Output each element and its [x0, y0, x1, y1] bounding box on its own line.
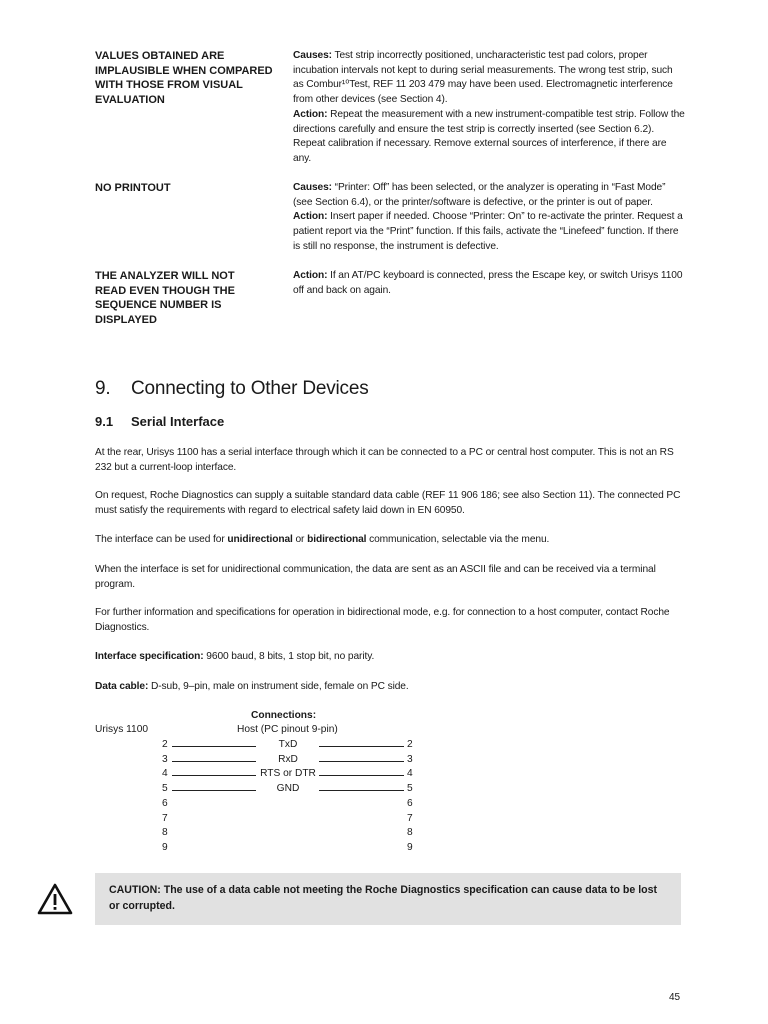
- connections-title: Connections:: [251, 710, 317, 721]
- pin-left-8: 8: [162, 827, 168, 839]
- causes-text: Test strip incorrectly positioned, uncharacteristic test pad colors, proper incubation intervals not kept to during serial measurements. The wrong test strip, such as Combur¹⁰Test, REF 11 203 479 may have been used. Electromagnetic interference from other devices (see Section 4).: [293, 50, 673, 106]
- problem-label: VALUES OBTAINED ARE IMPLAUSIBLE WHEN COMPARED WITH THOSE FROM VISUAL EVALUATION: [95, 50, 273, 107]
- bidirectional-term: bidirectional: [307, 534, 367, 545]
- causes-label: Causes:: [293, 50, 332, 61]
- subsection-number: 9.1: [95, 414, 114, 429]
- connections-right-header: Host (PC pinout 9-pin): [237, 724, 338, 735]
- unidirectional-term: unidirectional: [227, 534, 293, 545]
- paragraph-data-cable: [95, 680, 685, 695]
- problem-description: [293, 269, 685, 298]
- paragraph-bidirectional: For further information and specifications for operation in bidirectional mode, e.g. for connection to a host computer, contact Roche Diagnostics.: [95, 607, 670, 633]
- paragraph-unidirectional: When the interface is set for unidirectional communication, the data are sent as an ASCII file and can be received via a terminal program.: [95, 564, 656, 590]
- pin-right-3: 3: [407, 753, 413, 765]
- cable-label: Data cable:: [95, 681, 149, 692]
- action-text: Insert paper if needed. Choose “Printer: On” to re-activate the printer. Request a patient report via the “Print” function. If this fails, activate the “Linefeed” function. If there is still no response, the instrument is defective.: [293, 211, 683, 252]
- connections-left-header: Urisys 1100: [95, 724, 149, 735]
- signal-label: GND: [276, 783, 300, 795]
- wire-left: [172, 761, 256, 762]
- causes-label: Causes:: [293, 182, 332, 193]
- paragraph-data-cable-request: On request, Roche Diagnostics can supply a suitable standard data cable (REF 11 906 186; see also Section 11). The connected PC must satisfy the requirements with regard to electrical safety laid down in EN 60950.: [95, 490, 681, 516]
- wire-right: [319, 790, 404, 791]
- spec-label: Interface specification:: [95, 651, 204, 662]
- wire-left: [172, 790, 256, 791]
- pin-right-6: 6: [407, 797, 413, 809]
- pin-left-9: 9: [162, 841, 168, 853]
- section-title: Connecting to Other Devices: [131, 378, 369, 399]
- problem-label: NO PRINTOUT: [95, 182, 171, 194]
- page-number: 45: [669, 992, 681, 1003]
- signal-label: TxD: [278, 739, 298, 750]
- problem-description: [293, 49, 685, 167]
- subsection-heading: [95, 414, 224, 429]
- pin-right-8: 8: [407, 827, 413, 839]
- wire-right: [319, 775, 404, 776]
- action-label: Action:: [293, 108, 328, 120]
- caution-box: [95, 873, 681, 925]
- paragraph-communication-modes: [95, 533, 685, 548]
- pin-left-6: 6: [162, 797, 168, 809]
- problem-label: THE ANALYZER WILL NOT READ EVEN THOUGH THE SEQUENCE NUMBER IS DISPLAYED: [95, 270, 235, 327]
- pin-left-5: 5: [162, 783, 168, 795]
- pin-left-7: 7: [162, 812, 168, 824]
- signal-label: RTS or DTR: [260, 768, 316, 780]
- paragraph-interface-spec: [95, 650, 685, 665]
- text: The interface can be used for: [95, 534, 228, 545]
- wire-left: [172, 746, 256, 747]
- pin-right-2: 2: [407, 739, 413, 750]
- causes-text: “Printer: Off” has been selected, or the analyzer is operating in “Fast Mode” (see Section 6.4), or the printer/software is defective, or the printer is out of paper.: [293, 182, 666, 208]
- warning-triangle-icon: [37, 883, 73, 915]
- action-label: Action:: [293, 211, 328, 223]
- text: communication, selectable via the menu.: [366, 534, 550, 545]
- text: or: [292, 534, 308, 545]
- action-label: Action:: [293, 270, 328, 281]
- wire-left: [172, 775, 256, 776]
- pin-right-5: 5: [407, 783, 413, 795]
- signal-label: RxD: [278, 753, 298, 765]
- action-text: Repeat the measurement with a new instrument-compatible test strip. Follow the directions carefully and ensure the test strip is correctly inserted (see Section 6.2). Repeat calibration if necessary. Remove external sources of interference, if there are any.: [293, 108, 685, 164]
- section-number: 9.: [95, 378, 111, 399]
- subsection-title: Serial Interface: [131, 414, 225, 429]
- pin-left-4: 4: [162, 768, 168, 780]
- pin-right-9: 9: [407, 841, 413, 853]
- pin-left-3: 3: [162, 753, 168, 765]
- cable-text: D-sub, 9–pin, male on instrument side, female on PC side.: [148, 681, 409, 692]
- pin-right-4: 4: [407, 768, 413, 780]
- wire-right: [319, 761, 404, 762]
- paragraph-serial-interface: At the rear, Urisys 1100 has a serial interface through which it can be connected to a PC or central host computer. This is not an RS 232 but a current-loop interface.: [95, 447, 674, 473]
- caution-text: CAUTION: The use of a data cable not meeting the Roche Diagnostics specification can cause data to be lost or corrupted.: [109, 884, 658, 912]
- spec-text: 9600 baud, 8 bits, 1 stop bit, no parity.: [203, 651, 375, 662]
- action-text: If an AT/PC keyboard is connected, press the Escape key, or switch Urisys 1100 off and back on again.: [293, 270, 683, 296]
- pin-right-7: 7: [407, 812, 413, 824]
- wire-right: [319, 746, 404, 747]
- pin-left-2: 2: [162, 739, 168, 750]
- section-heading: [95, 378, 369, 400]
- problem-description: [293, 181, 685, 255]
